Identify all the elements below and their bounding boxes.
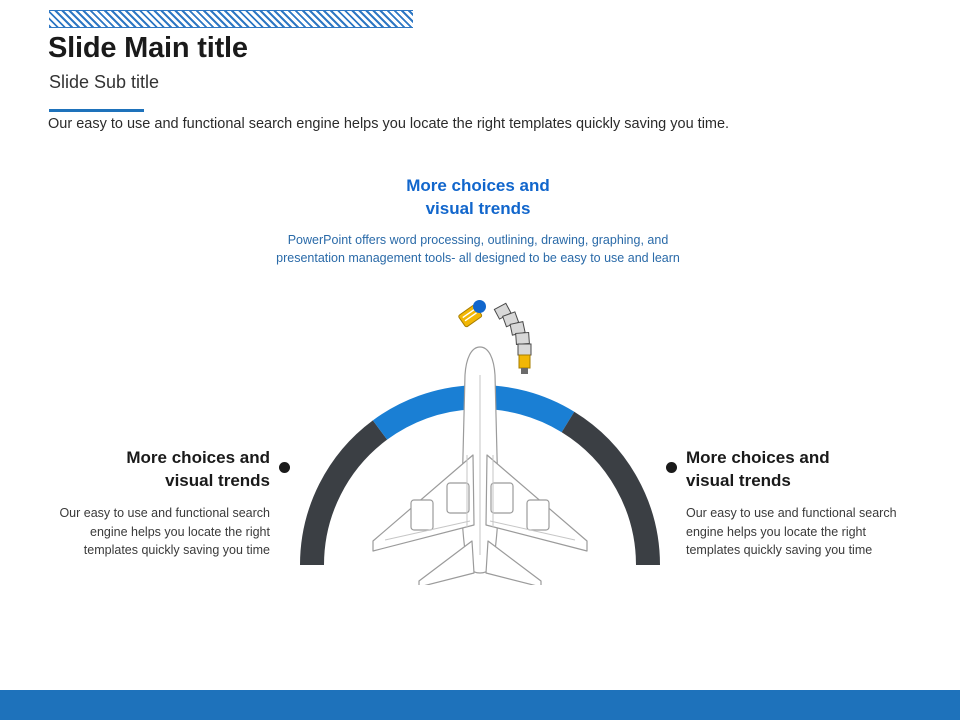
callout-left-heading [55, 447, 270, 493]
page-title: Slide Main title [48, 32, 248, 64]
title-accent-rule [49, 109, 144, 112]
callout-top-heading-line1: More choices and [406, 176, 550, 195]
callout-top-heading [253, 175, 703, 221]
callout-left-heading-line2: visual trends [165, 470, 270, 490]
bullet-dot-top [473, 300, 486, 313]
callout-right-heading [686, 447, 901, 493]
bullet-dot-right [666, 462, 677, 473]
callout-right-heading-line2: visual trends [686, 470, 791, 490]
callout-left-body: Our easy to use and functional search engine helps you locate the right templates quickly saving you time [59, 505, 270, 558]
callout-top [253, 175, 703, 267]
jet-bridge-icon [440, 300, 570, 400]
callout-right [686, 447, 901, 560]
callout-left-heading-line1: More choices and [126, 448, 270, 467]
callout-top-body: PowerPoint offers word processing, outlining, drawing, graphing, and presentation management tools- all designed to be easy to use and learn [276, 232, 680, 265]
lead-paragraph: Our easy to use and functional search engine helps you locate the right templates quickly saving you time. [48, 116, 730, 132]
footer-bar [0, 690, 960, 720]
callout-top-heading-line2: visual trends [425, 198, 531, 218]
bullet-dot-left [279, 462, 290, 473]
page-subtitle: Slide Sub title [49, 72, 160, 92]
diagonal-hatch-bar-icon [49, 10, 413, 28]
callout-right-heading-line1: More choices and [686, 448, 830, 467]
callout-left [55, 447, 270, 560]
callout-right-body: Our easy to use and functional search engine helps you locate the right templates quickly saving you time [686, 505, 897, 558]
